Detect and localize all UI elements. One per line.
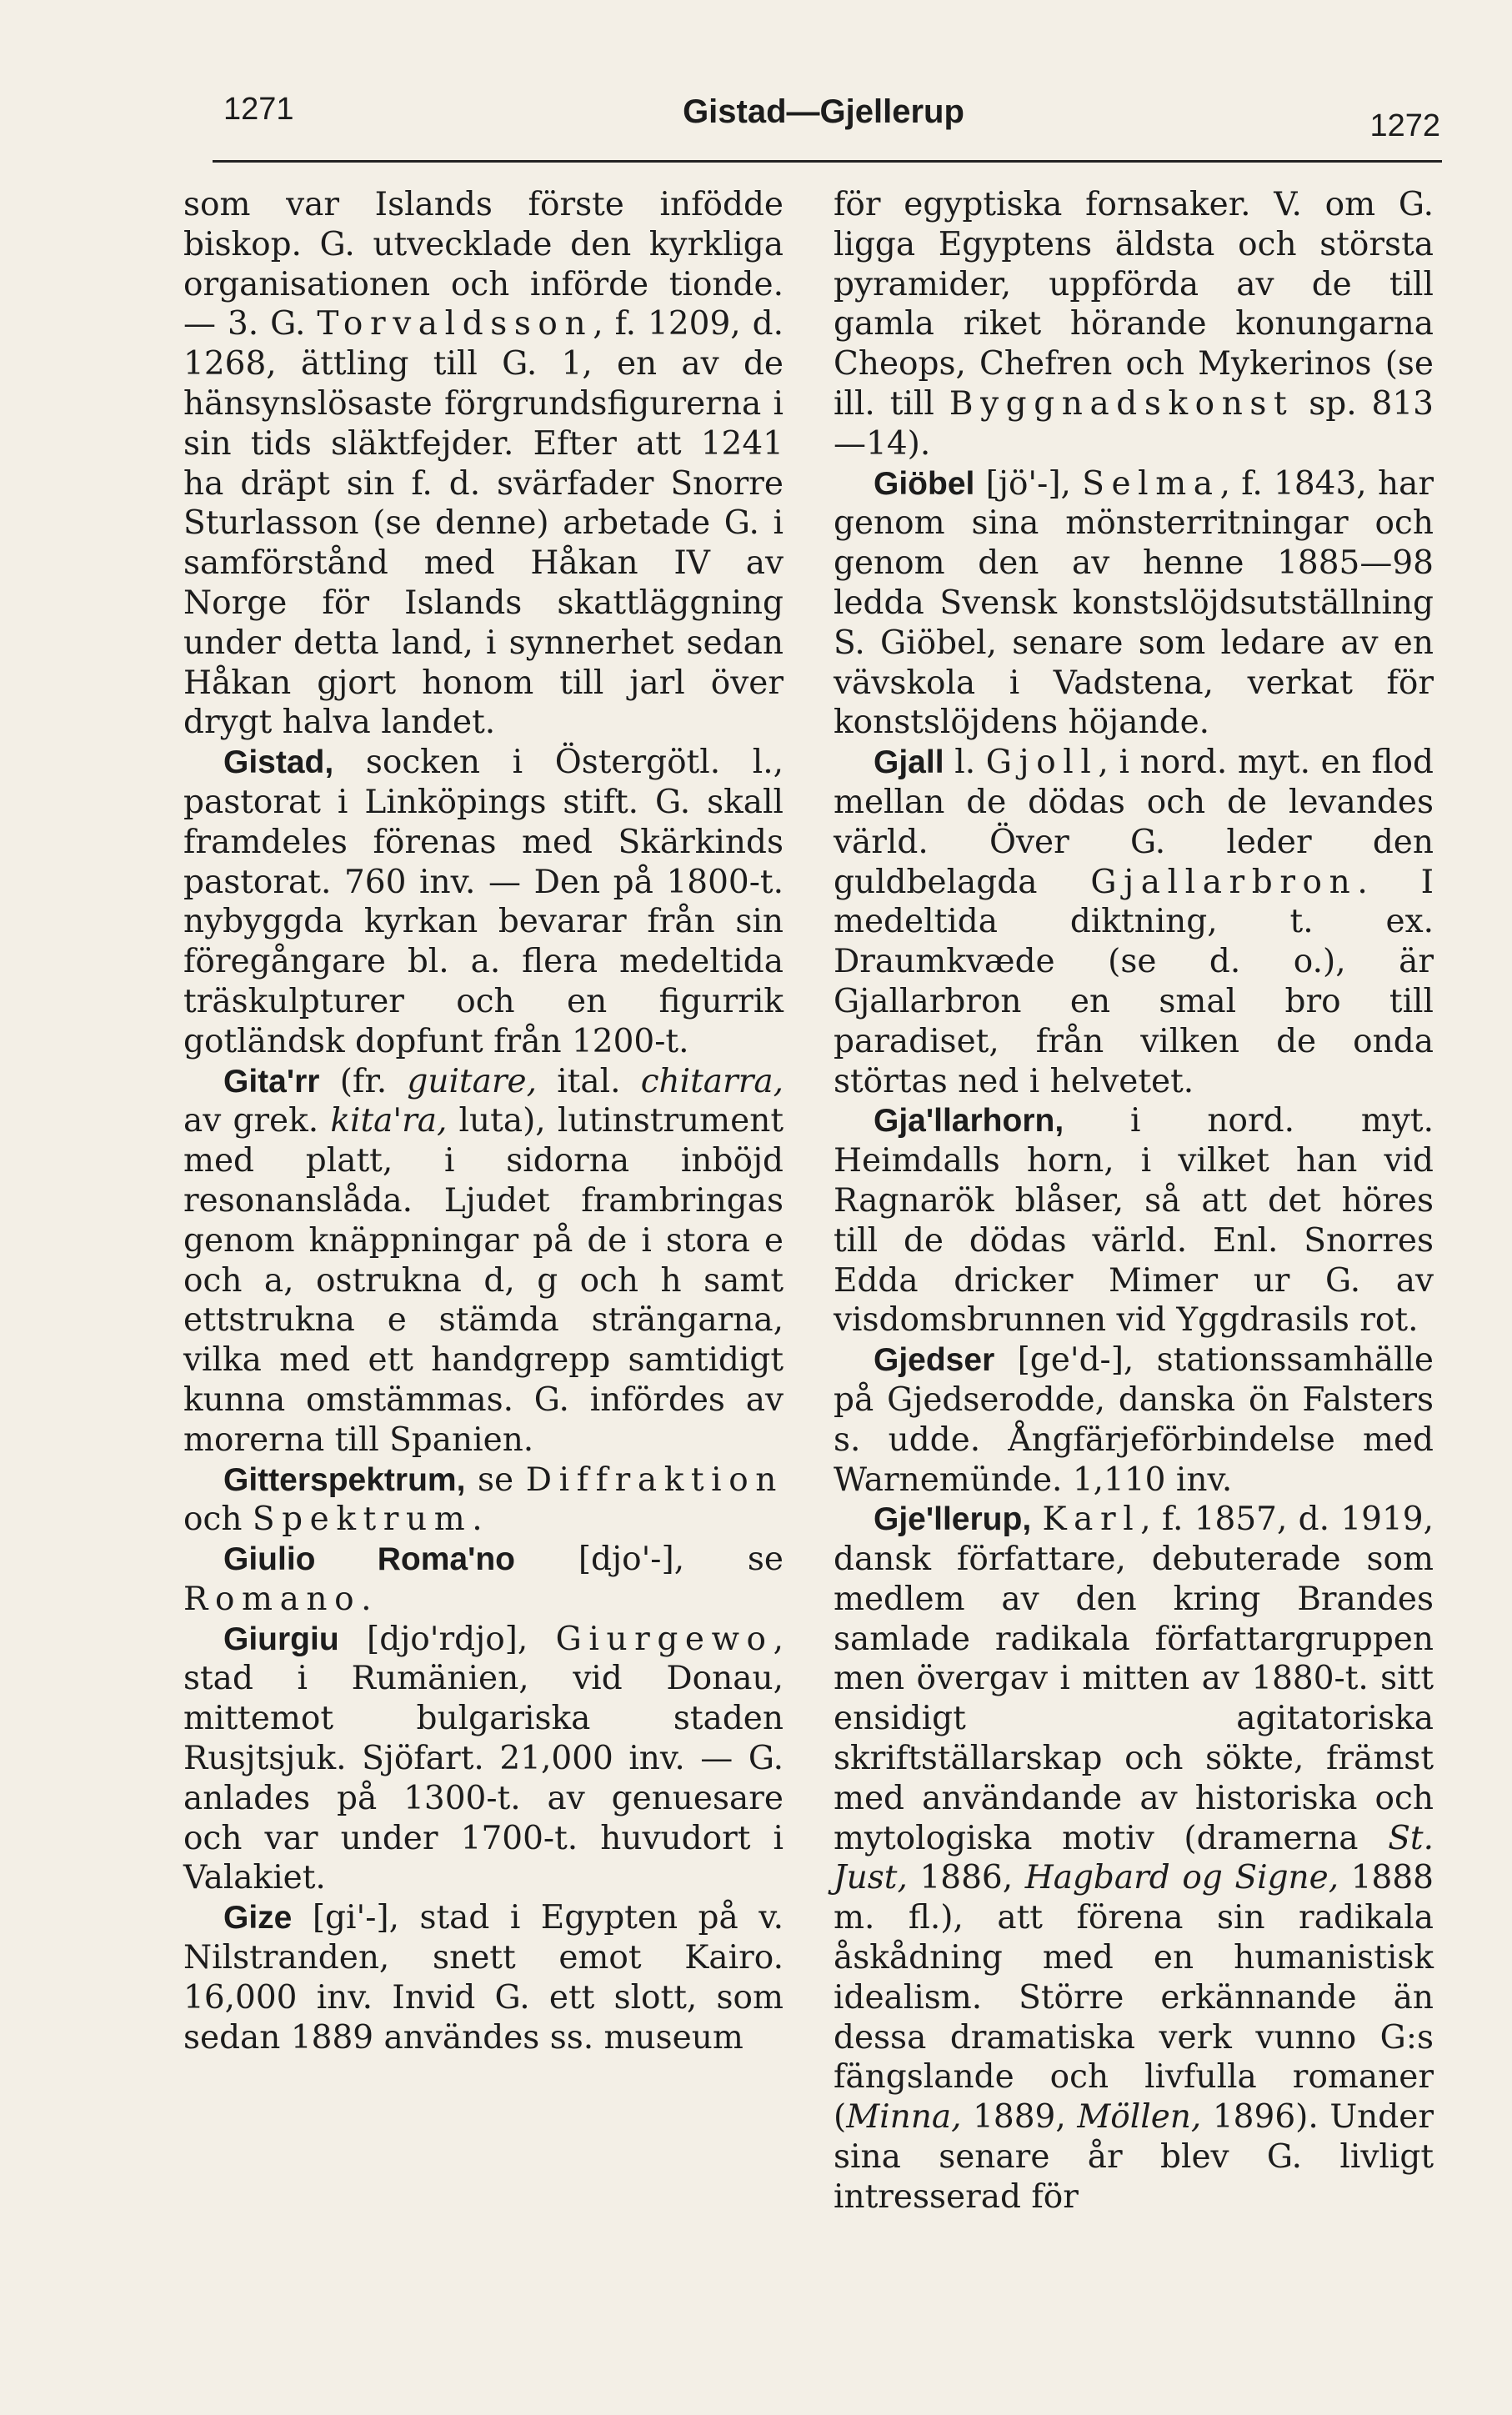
headword: Gistad, <box>223 744 334 781</box>
entry-giobel: Giöbel [jö'-], Selma, f. 1843, har genom sina mönsterritningar och genom den av henne 1885—98 ledda Svensk konstslöjdsutställning S. Giöbel, senare som ledare av en vävskola i Vadstena, verkat för konstslöjdens höjande. <box>834 464 1434 742</box>
entry-gjall: Gjall l. Gjoll, i nord. myt. en flod mellan de dödas och de levandes värld. Över G. leder den guldbelagda Gjallarbron. I medeltida diktning, t. ex. Draumkvæde (se d. o.), är Gjallarbron en smal bro till paradiset, från vilken de onda störtas ned i helvetet. <box>834 744 1434 1100</box>
headword: Gje'llerup, <box>874 1501 1032 1538</box>
entry-gize: Gize [gi'-], stad i Egypten på v. Nilstranden, snett emot Kairo. 16,000 inv. Invid G. ett slott, som sedan 1889 användes ss. museum <box>183 1899 784 2057</box>
headword: Gjedser <box>874 1342 995 1379</box>
entry-gjedser: Gjedser [ge'd-], stationssamhälle på Gjedserodde, danska ön Falsters s. udde. Ångfärjeförbindelse med Warnemünde. 1,110 inv. <box>834 1341 1434 1499</box>
page-header <box>207 83 1440 142</box>
header-rule <box>213 160 1442 163</box>
left-column <box>183 185 784 2057</box>
headword: Giöbel <box>874 465 975 502</box>
headword: Gize <box>223 1900 293 1937</box>
page-number-left: 1271 <box>223 92 294 127</box>
headword: Gita'rr <box>223 1063 320 1100</box>
right-column <box>834 185 1434 2217</box>
headword: Giurgiu <box>223 1621 339 1657</box>
headword: Gja'llarhorn, <box>874 1103 1064 1140</box>
entry-giulio-romano: Giulio Roma'no [djo'-], se Romano. <box>183 1541 784 1618</box>
entry-gitarr: Gita'rr (fr. guitare, ital. chitarra, av grek. kita'ra, luta), lutinstrument med platt, i sidorna inböjd resonanslåda. Ljudet frambringas genom knäppningar på de i stora e och a, ostrukna d, g och h samt ettstrukna e stämda strängarna, vilka med ett handgrepp samtidigt kunna omstämmas. G. infördes av morerna till Spanien. <box>183 1062 784 1459</box>
headword: Gjall <box>874 744 944 781</box>
entry-continuation: för egyptiska fornsaker. V. om G. ligga Egyptens äldsta och största pyramider, uppförda av de till gamla riket hörande konungarna Cheops, Chefren och Mykerinos (se ill. till Byggnadskonst sp. 813—14). <box>834 186 1434 463</box>
entry-gistad: Gistad, socken i Östergötl. l., pastorat i Linköpings stift. G. skall framdeles förenas med Skärkinds pastorat. 760 inv. — Den på 1800-t. nybyggda kyrkan bevarar från sin föregångare bl. a. flera medeltida träskulpturer och en figurrik gotländsk dopfunt från 1200-t. <box>183 744 784 1060</box>
entry-gjellerup: Gje'llerup, Karl, f. 1857, d. 1919, dansk författare, debuterade som medlem av den kring Brandes samlade radikala författargruppen men övergav i mitten av 1880-t. sitt ensidigt agitatoriska skriftställarskap och sökte, främst med användande av historiska och mytologiska motiv (dramerna St. Just, 1886, Hagbard og Signe, 1888 m. fl.), att förena sin radikala åskådning med en humanistisk idealism. Större erkännande än dessa dramatiska verk vunno G:s fängslande och livfulla romaner (Minna, 1889, Möllen, 1896). Under sina senare år blev G. livligt intresserad för <box>834 1501 1434 2216</box>
entry-giurgiu: Giurgiu [djo'rdjo], Giurgewo, stad i Rumänien, vid Donau, mittemot bulgariska staden Rusjtsjuk. Sjöfart. 21,000 inv. — G. anlades på 1300-t. av genuesare och var under 1700-t. huvudort i Valakiet. <box>183 1620 784 1897</box>
headword: Giulio Roma'no <box>223 1541 516 1578</box>
page-number-right: 1272 <box>1369 108 1440 143</box>
entry-gitterspektrum: Gitterspektrum, se Diffraktion och Spektrum. <box>183 1461 784 1539</box>
headword: Gitterspektrum, <box>223 1461 466 1498</box>
running-title: Gistad—Gjellerup <box>683 93 964 130</box>
entry-gjallarhorn: Gja'llarhorn, i nord. myt. Heimdalls horn, i vilket han vid Ragnarök blåser, så att det höres till de dödas värld. Enl. Snorres Edda dricker Mimer ur G. av visdomsbrunnen vid Yggdrasils rot. <box>834 1102 1434 1340</box>
entry-continuation: som var Islands förste infödde biskop. G. utvecklade den kyrkliga organisationen och införde tionde. — 3. G. Torvaldsson, f. 1209, d. 1268, ättling till G. 1, en av de hänsynslösaste förgrundsfigurerna i sin tids släktfejder. Efter att 1241 ha dräpt sin f. d. svärfader Snorre Sturlasson (se denne) arbetade G. i samförstånd med Håkan IV av Norge för Islands skattläggning under detta land, i synnerhet sedan Håkan gjort honom till jarl över drygt halva landet. <box>183 186 784 742</box>
